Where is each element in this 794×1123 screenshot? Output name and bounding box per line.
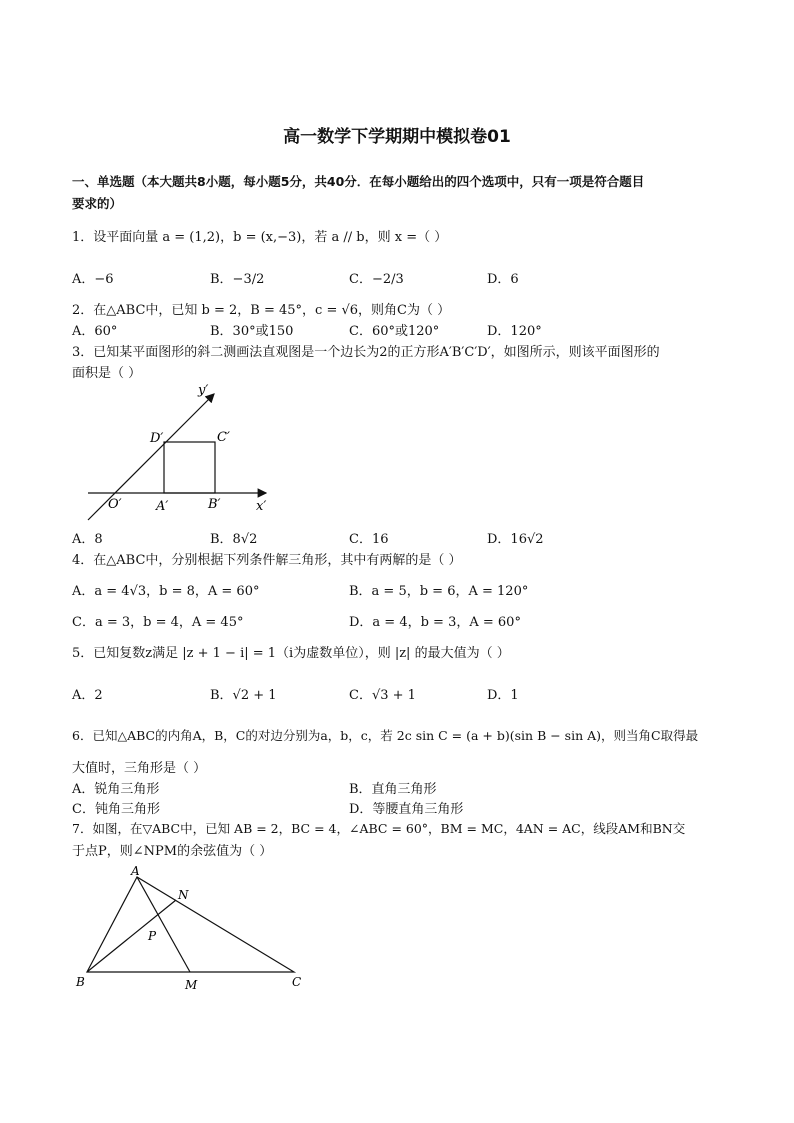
q6-option-b: B．直角三角形 [349, 782, 437, 797]
q5-option-b: B．√2 + 1 [210, 688, 277, 703]
label-y-prime: y′ [198, 383, 209, 398]
q5-option-c: C．√3 + 1 [349, 688, 416, 703]
q7-stem-line2: 于点P，则∠NPM的余弦值为（ ） [72, 844, 273, 859]
q2-option-c: C．60°或120° [349, 324, 440, 339]
q7-figure-triangle [70, 862, 320, 997]
q2-stem: 2．在△ABC中，已知 b = 2，B = 45°，c = √6，则角C为（ ） [72, 303, 451, 318]
q1-option-d: D．6 [487, 272, 519, 287]
segment-bn [87, 900, 176, 972]
q3-stem-line1: 3．已知某平面图形的斜二测画法直观图是一个边长为2的正方形A′B′C′D′，如图所示，则该平面图形的 [72, 345, 660, 360]
q4-option-d: D．a = 4，b = 3，A = 60° [349, 615, 521, 630]
q2-option-a: A．60° [72, 324, 118, 339]
q1-stem: 1．设平面向量 a = (1,2)，b = (x,−3)，若 a // b，则 x =（ ） [72, 230, 448, 245]
q2-option-d: D．120° [487, 324, 542, 339]
label-c-prime: C′ [217, 430, 230, 445]
q1-option-a: A．−6 [72, 272, 114, 287]
q1-option-b: B．−3/2 [210, 272, 265, 287]
q1-option-c: C．−2/3 [349, 272, 404, 287]
label-x-prime: x′ [256, 499, 267, 514]
q3-option-a: A．8 [72, 532, 103, 547]
label-a: A [131, 864, 140, 878]
label-b-prime: B′ [208, 497, 221, 512]
q3-option-d: D．16√2 [487, 532, 544, 547]
q4-option-b: B．a = 5，b = 6，A = 120° [349, 584, 529, 599]
section-header-line2: 要求的） [72, 196, 123, 211]
q4-option-a: A．a = 4√3，b = 8，A = 60° [72, 584, 260, 599]
y-axis-line [88, 394, 214, 520]
q5-stem: 5．已知复数z满足 |z + 1 − i| = 1（i为虚数单位），则 |z| 的最大值为（ ） [72, 646, 510, 661]
label-n: N [178, 888, 189, 902]
q3-option-b: B．8√2 [210, 532, 258, 547]
label-b: B [76, 975, 85, 989]
triangle-abc [87, 877, 294, 972]
q6-stem-line1: 6．已知△ABC的内角A，B，C的对边分别为a，b，c，若 2c sin C = (a + b)(sin B − sin A)，则当角C取得最 [72, 728, 699, 743]
label-p: P [148, 929, 157, 943]
q3-option-c: C．16 [349, 532, 389, 547]
page-title: 高一数学下学期期中模拟卷01 [283, 127, 511, 147]
q2-option-b: B．30°或150 [210, 324, 294, 339]
label-a-prime: A′ [156, 499, 169, 514]
q6-option-c: C．钝角三角形 [72, 802, 160, 817]
q6-option-d: D．等腰直角三角形 [349, 802, 464, 817]
q6-stem-line2: 大值时，三角形是（ ） [72, 761, 207, 776]
label-o-prime: O′ [108, 497, 122, 512]
label-m: M [185, 978, 198, 992]
section-header-line1: 一、单选题（本大题共8小题，每小题5分，共40分．在每小题给出的四个选项中，只有一项是符合题目 [72, 174, 645, 189]
q3-figure-oblique-square [78, 380, 278, 525]
q7-stem-line1: 7．如图，在▽ABC中，已知 AB = 2，BC = 4，∠ABC = 60°，BM = MC，4AN = AC，线段AM和BN交 [72, 821, 686, 836]
q4-stem: 4．在△ABC中，分别根据下列条件解三角形，其中有两解的是（ ） [72, 553, 462, 568]
label-c: C [292, 975, 302, 989]
q3-stem-line2: 面积是（ ） [72, 366, 142, 381]
q5-option-a: A．2 [72, 688, 103, 703]
q5-option-d: D．1 [487, 688, 519, 703]
q4-option-c: C．a = 3，b = 4，A = 45° [72, 615, 244, 630]
label-d-prime: D′ [150, 431, 164, 446]
q6-option-a: A．锐角三角形 [72, 782, 160, 797]
square-a-b-c-d [164, 442, 215, 493]
